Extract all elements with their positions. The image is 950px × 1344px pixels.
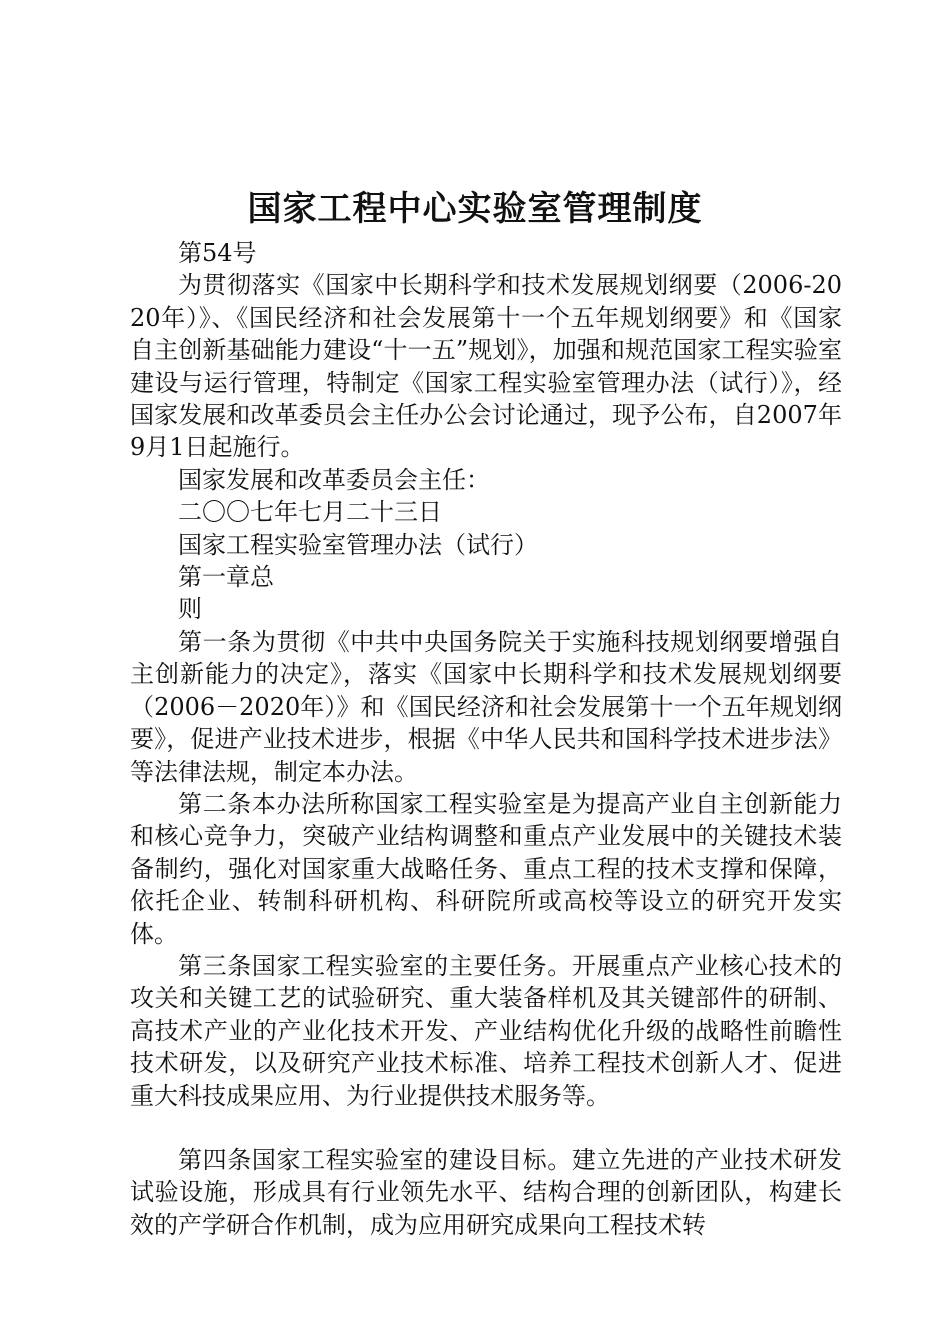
article-1: 第一条为贯彻《中共中央国务院关于实施科技规划纲要增强自主创新能力的决定》，落实《国家中长期科学和技术发展规划纲要（2006－2020年）》和《国民经济和社会发展第十一个五年规划纲要》，促进产业技术进步，根据《中华人民共和国科学技术进步法》等法律法规，制定本办法。: [130, 627, 842, 786]
measures-title: 国家工程实验室管理办法（试行）: [178, 530, 538, 559]
decree-date: 二〇〇七年七月二十三日: [178, 498, 442, 527]
chapter-heading-part2: 则: [178, 595, 202, 624]
article-4: 第四条国家工程实验室的建设目标。建立先进的产业技术研发试验设施，形成具有行业领先水平、结构合理的创新团队，构建长效的产学研合作机制，成为应用研究成果向工程技术转: [130, 1145, 842, 1239]
decree-number: 第54号: [178, 239, 257, 267]
decree-preamble: 为贯彻落实《国家中长期科学和技术发展规划纲要（2006-2020年）》、《国民经济和社会发展第十一个五年规划纲要》和《国家自主创新基础能力建设“十一五”规划》，加强和规范国家工程实验室建设与运行管理，特制定《国家工程实验室管理办法（试行）》，经国家发展和改革委员会主任办公会讨论通过，现予公布，自2007年9月1日起施行。: [130, 271, 842, 462]
document-body: [130, 237, 842, 1241]
signatory-line: 国家发展和改革委员会主任：: [178, 465, 490, 494]
document-title: 国家工程中心实验室管理制度: [247, 189, 703, 229]
article-3: 第三条国家工程实验室的主要任务。开展重点产业核心技术的攻关和关键工艺的试验研究、重大装备样机及其关键部件的研制、高技术产业的产业化技术开发、产业结构优化升级的战略性前瞻性技术研发，以及研究产业技术标准、培养工程技术创新人才、促进重大科技成果应用、为行业提供技术服务等。: [130, 951, 842, 1110]
article-2: 第二条本办法所称国家工程实验室是为提高产业自主创新能力和核心竞争力，突破产业结构调整和重点产业发展中的关键技术装备制约，强化对国家重大战略任务、重点工程的技术支撑和保障，依托企业、转制科研机构、科研院所或高校等设立的研究开发实体。: [130, 789, 842, 948]
chapter-heading-part1: 第一章总: [178, 563, 274, 592]
